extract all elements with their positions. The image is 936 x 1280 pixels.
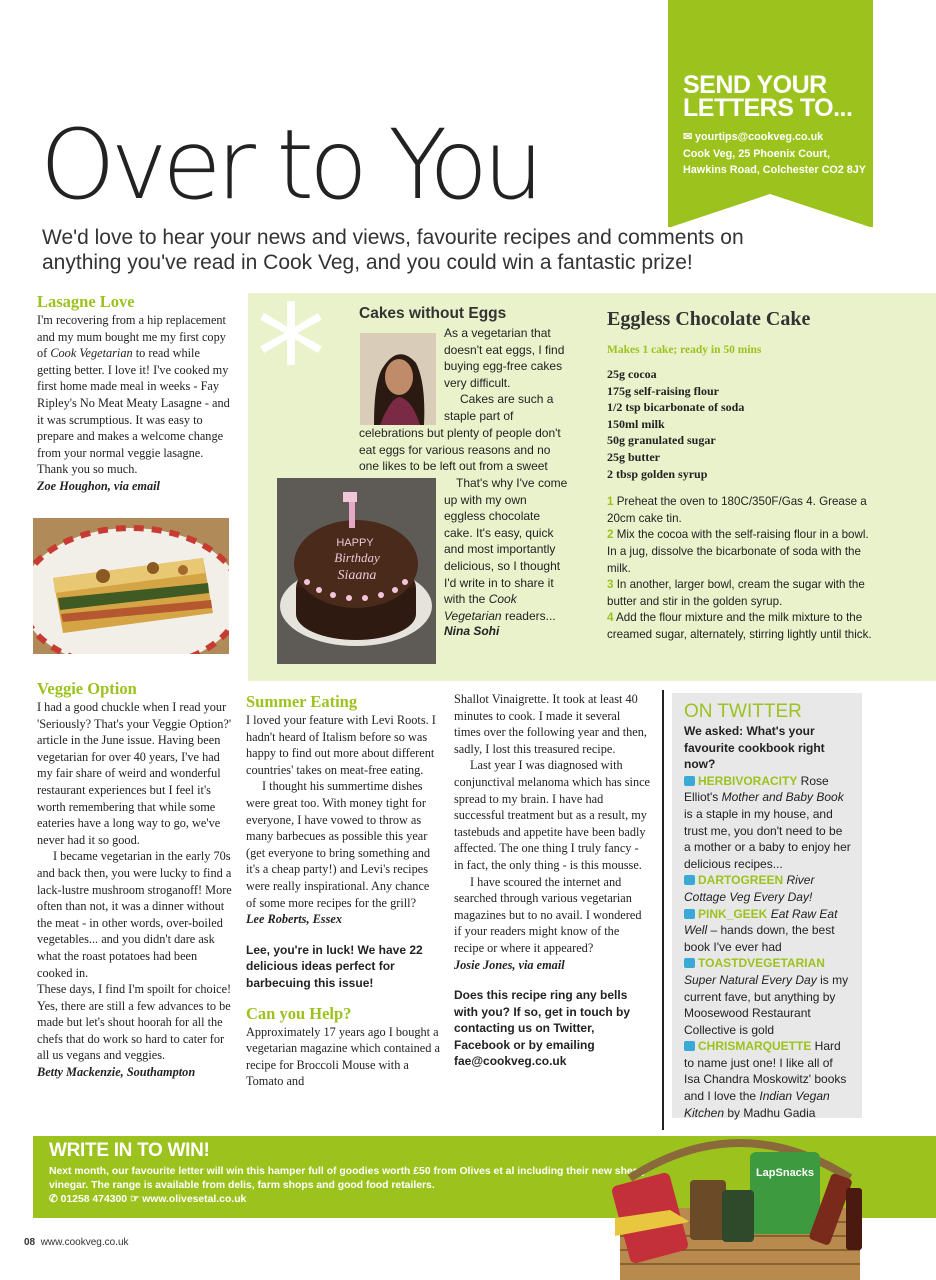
recipe-title: Eggless Chocolate Cake <box>607 308 811 330</box>
twitter-bird-icon <box>684 958 695 968</box>
cake-text-name: Siaana <box>337 568 377 583</box>
letter-summer-eating <box>246 692 442 1090</box>
letter-veggie-option <box>37 679 235 1081</box>
editor-reply: Does this recipe ring any bells with you? If so, get in touch by contacting us on Twitter, Facebook or by emailing fae@cookveg.co.uk <box>454 988 630 1069</box>
ingredient-item: 25g cocoa <box>607 367 657 381</box>
cake-text-birthday: Birthday <box>334 550 380 565</box>
twitter-bird-icon <box>684 875 695 885</box>
letter-heading: Veggie Option <box>37 679 137 698</box>
hamper-photo <box>610 1118 870 1280</box>
hamper-brand-label: LapSnacks <box>755 1167 815 1179</box>
ingredient-item: 1/2 tsp bicarbonate of soda <box>607 400 745 415</box>
send-letters-banner <box>668 0 873 227</box>
footer-url[interactable]: www.cookveg.co.uk <box>40 1237 129 1248</box>
letter-signoff: Josie Jones, via email <box>454 957 565 972</box>
editor-reply: Lee, you're in luck! We have 22 delicious ideas perfect for barbecuing this issue! <box>246 942 423 990</box>
letter-heading: Summer Eating <box>246 692 358 711</box>
ingredient-item: 175g self-raising flour <box>607 383 719 398</box>
win-web[interactable]: www.olivesetal.co.uk <box>142 1193 247 1205</box>
ingredient-item: 2 tbsp golden syrup <box>607 466 708 481</box>
letter-body: I became vegetarian in the early 70s and back then, you were lucky to find a lack-lustre mushroom stroganoff! More often than not, it was a dinner without the meat - in other words, over-boiled vegetables... and you didn't dare ask what the roast potatoes had been cooked in. <box>37 849 232 980</box>
twitter-bird-icon <box>684 909 695 919</box>
tweet: HERBIVORACITY Rose Elliot's Mother and Baby Book is a staple in my house, and trust me, you don't need to be a mother or a baby to enjoy her delicious recipes... <box>684 773 851 871</box>
ingredient-item: 150ml milk <box>607 416 665 431</box>
letter-signoff: Betty Mackenzie, Southampton <box>37 1065 196 1080</box>
letter-body: I had a good chuckle when I read your 'Seriously? That's your Veggie Option?' article in the June issue. Having been vegetarian for over 40 years, I've had my fair share of weird and wonderful restaurant experiences but I feel it's worth remembering that while some eateries have a long way to go, we've never had it so good. <box>37 700 232 847</box>
method-step: 4 Add the flour mixture and the milk mixture to the creamed sugar, alternately, stirring lightly until thick. <box>607 611 872 641</box>
cakes-para3: That's why I've come up with my own eggless chocolate cake. It's easy, quick and most importantly delicious, so I thought I'd write in to share it with the Cook Vegetarian readers... <box>444 476 568 623</box>
tweet: DARTOGREEN River Cottage Veg Every Day! <box>684 873 815 904</box>
recipe-eggless-chocolate-cake <box>607 308 927 644</box>
banner-address-line1: Cook Veg, 25 Phoenix Court, <box>683 147 830 160</box>
win-body: Next month, our favourite letter will win this hamper full of goodies worth £50 from Olives et al including their new sherry vinegar. The range is available from delis, farm shops and good food retailers. ✆ 01258 474300 ☞ www.olivesetal.co.uk <box>49 1166 647 1205</box>
letter-body: I loved your feature with Levi Roots. I hadn't heard of Italism before so was happy to find out more about different countries' takes on meat-free eating. <box>246 713 436 777</box>
banner-heading: SEND YOUR LETTERS TO... <box>683 71 853 122</box>
lasagne-photo <box>33 518 229 654</box>
letter-lasagne-love <box>37 292 237 495</box>
ingredient-list <box>607 366 927 482</box>
cakes-para2a: Cakes are such a staple part of <box>444 392 554 423</box>
letter-can-you-help <box>454 691 650 1070</box>
column-divider <box>662 690 664 1130</box>
page-footer <box>24 1237 129 1248</box>
cakes-signoff: Nina Sohi <box>444 624 500 638</box>
banner-email[interactable]: yourtips@cookveg.co.uk <box>695 131 824 143</box>
letter-body: These days, I find I'm spoilt for choice! Yes, there are still a few advances to be made but let's shout hoorah for all the chefs that do work so hard to cater for all us vegans and veggies. <box>37 982 232 1063</box>
tweet: TOASTDVEGETARIAN Super Natural Every Day is my current fave, but anything by Moosewood Restaurant Collective is gold <box>684 956 849 1037</box>
banner-address-line2: Hawkins Road, Colchester CO2 8JY <box>683 164 867 176</box>
cake-text-happy: HAPPY <box>336 537 374 549</box>
letter-heading-cakes: Cakes without Eggs <box>359 305 507 322</box>
win-heading: WRITE IN TO WIN! <box>49 1140 210 1161</box>
page-title: Over to You <box>40 109 539 221</box>
twitter-question: We asked: What's your favourite cookbook right now? <box>684 724 825 772</box>
banner-address <box>683 129 871 179</box>
letter-body: Approximately 17 years ago I bought a vegetarian magazine which contained a recipe for Broccoli Mouse with a Tomato and <box>246 1024 440 1089</box>
method-step: 2 Mix the cocoa with the self-raising flour in a bowl. In a jug, dissolve the bicarbonate of soda with the milk. <box>607 528 869 575</box>
twitter-box <box>672 693 862 1118</box>
cakes-para2b: celebrations but plenty of people don't eat eggs for various reasons and no one likes to be left out from a sweet <box>359 426 561 474</box>
tweet: CHRISMARQUETTE Hard to name just one! I like all of Isa Chandra Moskowitz' books and I love the Indian Vegan Kitchen by Madhu Gadia <box>684 1039 847 1120</box>
method-steps <box>607 494 872 643</box>
asterisk-decoration-icon: * <box>256 276 326 439</box>
cakes-para1: As a vegetarian that doesn't eat eggs, I find buying egg-free cakes very difficult. <box>444 326 565 390</box>
win-phone: 01258 474300 <box>60 1193 128 1205</box>
birthday-cake-photo <box>277 478 436 664</box>
letter-body: I thought his summertime dishes were great too. With money tight for everyone, I have vowed to throw as many barbecues as possible this year (get everyone to bring something and it's a cheap party!) and Levi's recipes were really inspirational. Any chance of some more recipes for the grill? <box>246 779 431 910</box>
web-icon: ☞ <box>129 1193 140 1205</box>
letter-body: Last year I was diagnosed with conjunctival melanoma which has since spread to my brain. I have had successful treatment but as a result, my tastebuds and appetite have been badly affected. The one thing I truly fancy - in fact, the only thing - is this mousse. <box>454 758 651 872</box>
recipe-yield: Makes 1 cake; ready in 50 mins <box>607 344 762 356</box>
intro-text: We'd love to hear your news and views, favourite recipes and comments on anything you've read in Cook Veg, and you could win a fantastic prize! <box>42 226 744 274</box>
letter-body: I have scoured the internet and searched through various vegetarian magazines but to no avail. I wondered if your readers might know of the recipe or where it appeared? <box>454 874 642 955</box>
letter-body: I'm recovering from a hip replacement and my mum bought me my first copy of Cook Vegetarian to read while getting better. I love it! I've cooked my first home made meal in weeks - Fay Ripley's No Meat Meaty Lasagne - and it was scrumptious. It was easy to prepare and makes a welcome change from your normal veggie lasagne. Thank you so much. <box>37 313 230 477</box>
tweet: PINK_GEEK Eat Raw Eat Well – hands down, the best book I've ever had <box>684 906 838 954</box>
letter-signoff: Zoe Houghon, via email <box>37 478 160 493</box>
twitter-bird-icon <box>684 1041 695 1051</box>
method-step: 1 Preheat the oven to 180C/350F/Gas 4. Grease a 20cm cake tin. <box>607 495 867 525</box>
phone-icon: ✆ <box>49 1193 58 1205</box>
nina-sohi-portrait <box>360 333 436 425</box>
letter-signoff: Lee Roberts, Essex <box>246 912 342 927</box>
email-icon: ✉ <box>683 131 693 143</box>
page-number: 08 <box>24 1237 36 1248</box>
ingredient-item: 25g butter <box>607 449 660 464</box>
letter-heading: Lasagne Love <box>37 292 135 311</box>
twitter-bird-icon <box>684 776 695 786</box>
method-step: 3 In another, larger bowl, cream the sugar with the butter and stir in the golden syrup. <box>607 578 865 608</box>
ingredient-item: 50g granulated sugar <box>607 433 716 448</box>
letter-body: Shallot Vinaigrette. It took at least 40 minutes to cook. I made it several times over the following year and then, sadly, I lost this treasured recipe. <box>454 692 647 756</box>
twitter-heading: ON TWITTER <box>684 701 802 722</box>
letter-heading-help: Can you Help? <box>246 1003 352 1023</box>
